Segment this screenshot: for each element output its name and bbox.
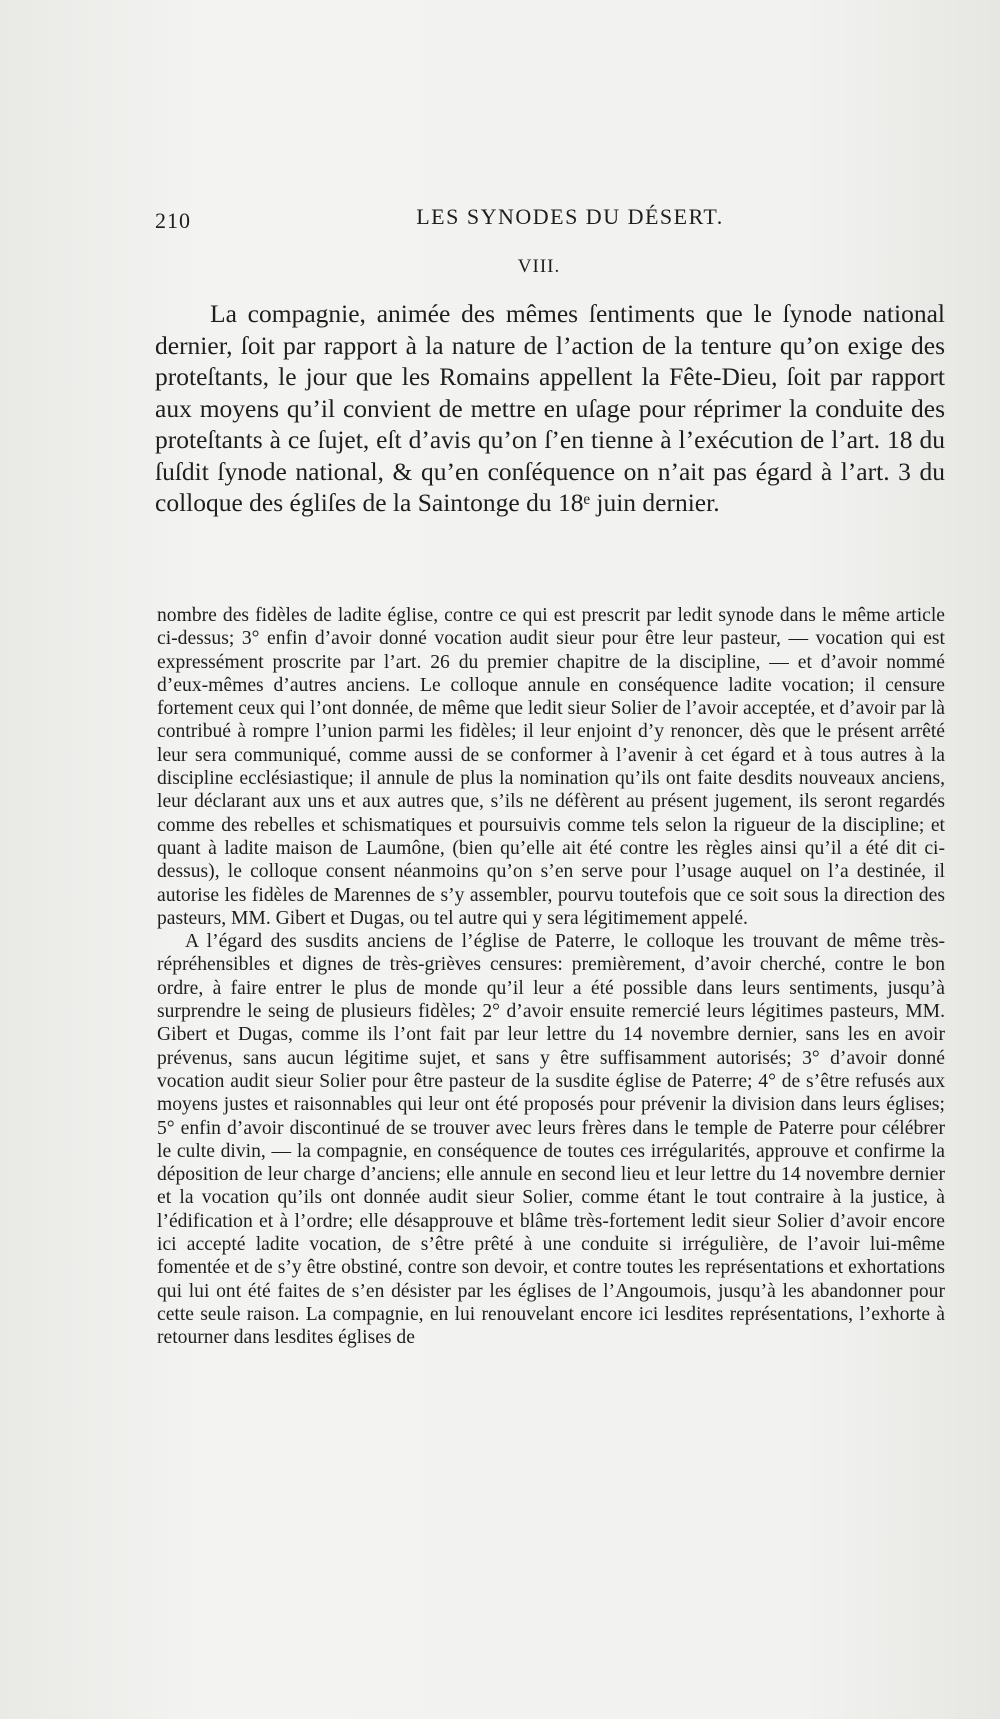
footnote-text [157, 604, 945, 1350]
main-article-text [155, 298, 945, 519]
page-number: 210 [155, 208, 191, 233]
footnote-paragraph-1: nombre des fidèles de ladite église, contre ce qui est prescrit par ledit synode dans le même article ci-dessus; 3° enfin d’avoir donné vocation audit sieur pour être leur pasteur, — vocation qui est expressément proscrite par l’art. 26 du premier chapitre de la discipline, — et d’avoir nommé d’eux-mêmes d’autres anciens. Le colloque annule en conséquence ladite vocation; il censure fortement ceux qui l’ont donnée, de même que ledit sieur Solier de l’avoir acceptée, et d’avoir par là contribué à rompre l’union parmi les fidèles; il leur enjoint d’y renoncer, dès que le présent arrêté leur sera communiqué, comme aussi de se conformer à l’avenir à cet égard et à tous autres à la discipline ecclésiastique; il annule de plus la nomination qu’ils ont faite desdits nouveaux anciens, leur déclarant aux uns et aux autres que, s’ils ne défèrent au présent jugement, ils seront regardés comme des rebelles et schismatiques et poursuivis comme tels selon la rigueur de la discipline; et quant à ladite maison de Laumône, (bien qu’elle ait été contre les règles ainsi qu’il a été dit ci-dessus), le colloque consent néanmoins qu’on s’en serve pour l’usage auquel on l’a destinée, il autorise les fidèles de Marennes de s’y assembler, pourvu toutefois que ce soit sous la direction des pasteurs, MM. Gibert et Dugas, ou tel autre qui y sera légitimement appelé. [157, 605, 945, 929]
page-header [155, 204, 945, 234]
main-paragraph: La compagnie, animée des mêmes ſentiments que le ſynode national dernier, ſoit par rapport à la nature de l’action de la tenture qu’on exige des proteſtants, le jour que les Romains appellent la Fête-Dieu, ſoit par rapport aux moyens qu’il convient de mettre en uſage pour réprimer la conduite des proteſtants à ce ſujet, eſt d’avis qu’on ſ’en tienne à l’exécution de l’art. 18 du ſuſdit ſynode national, & qu’en conſéquence on n’ait pas égard à l’art. 3 du colloque des égliſes de la Saintonge du 18ᵉ juin dernier. [155, 299, 945, 517]
section-number: VIII. [517, 256, 561, 277]
footnote-paragraph-2: A l’égard des susdits anciens de l’église de Paterre, le colloque les trouvant de même très-répréhensibles et dignes de très-grièves censures: premièrement, d’avoir cherché, contre le bon ordre, à faire entrer le plus de monde qu’il leur a été possible dans leurs sentiments, jusqu’à surprendre le seing de plusieurs fidèles; 2° d’avoir ensuite remercié leurs légitimes pasteurs, MM. Gibert et Dugas, comme ils l’ont fait par leur lettre du 14 novembre dernier, sans les en avoir prévenus, sans aucun légitime sujet, et sans y être suffisamment autorisés; 3° d’avoir donné vocation audit sieur Solier pour être pasteur de la susdite église de Paterre; 4° de s’être refusés aux moyens justes et raisonnables qui leur ont été proposés pour prévenir la division dans leurs églises; 5° enfin d’avoir discontinué de se trouver avec leurs frères dans le temple de Paterre pour célébrer le culte divin, — la compagnie, en conséquence de toutes ces irrégularités, approuve et confirme la déposition de leur charge d’anciens; elle annule en second lieu et leur lettre du 14 novembre dernier et la vocation qu’ils ont donnée audit sieur Solier, comme étant le tout contraire à la justice, à l’édification et à l’ordre; elle désapprouve et blâme très-fortement ledit sieur Solier d’avoir encore ici accepté ladite vocation, de s’être prêté à une conduite si irrégulière, de l’avoir lui-même fomentée et de s’y être obstiné, contre son devoir, et contre toutes les représentations et exhortations qui lui ont été faites de s’en désister par les églises de l’Angoumois, jusqu’à les abandonner pour cette seule raison. La compagnie, en lui renouvelant encore ici lesdites représentations, l’exhorte à retourner dans lesdites églises de [157, 931, 945, 1349]
running-title: LES SYNODES DU DÉSERT. [416, 204, 724, 229]
